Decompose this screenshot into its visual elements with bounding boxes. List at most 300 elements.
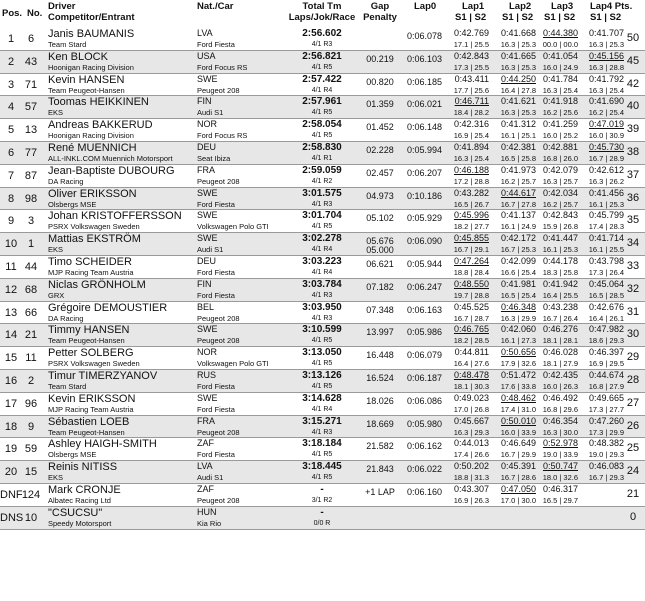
total-time: - — [320, 506, 324, 518]
car-number: 21 — [24, 329, 38, 342]
points: 40 — [626, 100, 640, 113]
nationality: FRA — [197, 415, 215, 426]
header-lap2: Lap2 — [509, 1, 532, 12]
lap3-time: 0:41.054 — [542, 50, 578, 61]
car-model: Peugeot 208 — [197, 313, 240, 323]
laps-joker-race: 4/1 R1 — [311, 154, 333, 162]
lap3-sectors: 18.0 | 32.6 — [542, 473, 578, 483]
header-no: No. — [27, 8, 43, 19]
total-time: 3:13.050 — [302, 347, 342, 359]
lap3-time: 0:43.238 — [542, 301, 578, 312]
lap3-sectors: 16.7 | 26.4 — [542, 313, 578, 323]
lap4-time: 0:46.397 — [588, 347, 624, 358]
car-model: Audi S1 — [197, 108, 224, 118]
lap1-time: 0:41.894 — [453, 141, 489, 152]
points: 37 — [626, 168, 640, 181]
total-time: 2:57.422 — [302, 73, 342, 85]
lap2-time: 0:48.462 — [500, 392, 536, 403]
lap3-time: 0:46.492 — [542, 392, 578, 403]
lap1-sectors: 16.3 | 29.3 — [453, 427, 489, 437]
lap1-sectors: 17.4 | 26.6 — [453, 450, 489, 460]
lap1-time: 0:45.996 — [453, 210, 489, 221]
lap4-time: 0:41.792 — [588, 73, 624, 84]
lap4-sectors: 16.3 | 26.2 — [588, 176, 624, 186]
position: 20 — [4, 466, 18, 479]
lap2-sectors: 16.7 | 25.3 — [500, 245, 536, 255]
lap0-time: 0:06.078 — [406, 31, 442, 41]
lap4-sectors: 16.7 | 29.3 — [588, 473, 624, 483]
lap3-time: 0:41.259 — [542, 119, 578, 130]
lap3-time: 0:41.784 — [542, 73, 578, 84]
team-name: GRX — [48, 290, 65, 300]
position: 19 — [4, 443, 18, 456]
table-row — [0, 484, 645, 507]
lap2-time: 0:45.391 — [500, 461, 536, 472]
position: 18 — [4, 420, 18, 433]
lap3-sectors: 16.5 | 29.7 — [542, 495, 578, 505]
lap4-time: 0:42.676 — [588, 301, 624, 312]
team-name: PSRX Volkswagen Sweden — [48, 222, 140, 232]
table-row — [0, 256, 645, 279]
lap0-time: 0:06.022 — [406, 464, 442, 475]
lap0-time: 0:06.090 — [406, 236, 442, 247]
car-model: Peugeot 208 — [197, 495, 240, 505]
points: 24 — [626, 465, 640, 478]
gap: 02.457 — [366, 167, 394, 178]
lap2-sectors: 16.4 | 27.8 — [500, 85, 536, 95]
position: 13 — [4, 306, 18, 319]
lap0-time: 0:06.079 — [406, 350, 442, 361]
lap4-time: 0:45.799 — [588, 210, 624, 221]
driver-name: Ashley HAIGH-SMITH — [48, 438, 157, 451]
lap3-time: 0:44.178 — [542, 255, 578, 266]
car-number: 44 — [24, 260, 38, 273]
penalty: 05.000 — [366, 245, 394, 256]
car-model: Volkswagen Polo GTI — [197, 359, 269, 369]
lap3-sectors: 18.1 | 27.9 — [542, 359, 578, 369]
lap1-time: 0:42.316 — [453, 119, 489, 130]
nationality: HUN — [197, 506, 217, 517]
total-time: 2:56.821 — [302, 50, 342, 62]
points: 26 — [626, 419, 640, 432]
car-number: 11 — [25, 352, 37, 365]
laps-joker-race: 4/1 R3 — [311, 428, 333, 436]
lap1-sectors: 16.9 | 26.3 — [453, 495, 489, 505]
lap4-sectors: 16.7 | 28.9 — [588, 153, 624, 163]
table-row — [0, 416, 645, 439]
lap4-time: 0:47.260 — [588, 415, 624, 426]
team-name: Team Stard — [48, 381, 87, 391]
car-number: 2 — [27, 374, 35, 387]
nationality: ZAF — [197, 483, 214, 494]
lap1-time: 0:46.188 — [453, 164, 489, 175]
lap0-time: 0:06.086 — [406, 395, 442, 406]
lap4-time: 0:49.665 — [588, 392, 624, 403]
lap3-time: 0:46.028 — [542, 347, 578, 358]
car-number: 10 — [24, 511, 38, 524]
car-number: 98 — [24, 192, 38, 205]
driver-name: Mattias EKSTRÖM — [48, 233, 141, 246]
lap2-time: 0:42.099 — [500, 255, 536, 266]
driver-name: Grégoire DEMOUSTIER — [48, 301, 168, 314]
car-model: Peugeot 208 — [197, 176, 240, 186]
position: 16 — [4, 374, 18, 387]
points: 29 — [626, 351, 640, 364]
team-name: Team Peugeot-Hansen — [48, 336, 125, 346]
table-row — [0, 370, 645, 393]
lap1-time: 0:43.282 — [453, 187, 489, 198]
car-number: 66 — [24, 306, 38, 319]
lap0-time: 0:06.187 — [406, 372, 442, 383]
lap1-sectors: 17.7 | 25.6 — [453, 85, 489, 95]
lap4-sectors: 16.1 | 25.3 — [588, 199, 624, 209]
lap4-time: 0:41.707 — [588, 28, 624, 38]
lap3-sectors: 16.3 | 25.7 — [542, 176, 578, 186]
table-row — [0, 302, 645, 325]
laps-joker-race: 4/1 R4 — [311, 405, 333, 413]
lap1-time: 0:47.264 — [453, 255, 489, 266]
points: 28 — [626, 373, 640, 386]
header-lap0: Lap0 — [414, 1, 437, 12]
laps-joker-race: 4/1 R3 — [311, 200, 333, 208]
lap1-sectors: 18.1 | 30.3 — [453, 381, 489, 391]
table-row — [0, 119, 645, 142]
points: 32 — [626, 282, 640, 295]
car-model: Ford Fiesta — [197, 267, 235, 277]
gap: 00.820 — [366, 76, 394, 87]
car-model: Peugeot 208 — [197, 427, 240, 437]
laps-joker-race: 4/1 R5 — [311, 337, 333, 345]
car-number: 6 — [27, 33, 35, 45]
car-number: 96 — [24, 397, 38, 410]
lap3-time: 0:50.747 — [542, 461, 578, 472]
points: 36 — [626, 191, 640, 204]
lap0-time: 0:06.162 — [406, 441, 442, 452]
lap4-sectors: 16.1 | 25.5 — [588, 245, 624, 255]
position: 4 — [7, 101, 15, 114]
points: 27 — [626, 396, 640, 409]
gap: 04.973 — [366, 190, 394, 201]
lap4-time: 0:44.674 — [588, 369, 624, 380]
total-time: 3:01.575 — [302, 187, 342, 199]
total-time: 2:57.961 — [302, 96, 342, 108]
lap2-time: 0:44.250 — [500, 73, 536, 84]
points: 50 — [626, 32, 640, 44]
gap: 06.621 — [366, 258, 394, 269]
nationality: FIN — [197, 278, 212, 289]
lap4-time: 0:48.382 — [588, 438, 624, 449]
team-name: Olsbergs MSE — [48, 450, 97, 460]
nationality: RUS — [197, 369, 217, 380]
header-gap: Gap — [370, 1, 390, 12]
car-number: 3 — [27, 215, 35, 228]
total-time: 3:13.126 — [302, 369, 342, 381]
lap2-sectors: 16.7 | 27.8 — [500, 199, 536, 209]
position: 11 — [5, 260, 17, 273]
lap1-time: 0:45.855 — [453, 233, 489, 244]
lap1-sectors: 18.4 | 28.2 — [453, 108, 489, 118]
lap4-time: 0:45.064 — [588, 278, 624, 289]
lap1-time: 0:43.411 — [454, 73, 489, 84]
lap1-time: 0:50.202 — [453, 461, 489, 472]
lap2-time: 0:42.060 — [500, 324, 536, 335]
lap1-sectors: 16.7 | 29.1 — [453, 245, 489, 255]
lap2-time: 0:41.621 — [500, 96, 536, 107]
team-name: EKS — [48, 473, 64, 483]
lap1-time: 0:48.550 — [453, 278, 489, 289]
position: 6 — [7, 146, 15, 159]
lap4-time: 0:46.083 — [588, 461, 624, 472]
driver-name: Johan KRISTOFFERSSON — [48, 210, 182, 223]
nationality: DEU — [197, 255, 217, 266]
points: 39 — [626, 123, 640, 136]
lap4-time: 0:41.456 — [588, 187, 624, 198]
table-row — [0, 96, 645, 119]
header-pos: Pos. — [2, 8, 23, 19]
team-name: Team Stard — [48, 40, 87, 49]
lap1-sectors: 16.5 | 26.7 — [453, 199, 489, 209]
header-competitor: Competitor/Entrant — [48, 12, 135, 23]
lap1-sectors: 18.8 | 31.3 — [453, 473, 489, 483]
driver-name: Sébastien LOEB — [48, 415, 130, 428]
laps-joker-race: 4/1 R5 — [311, 109, 333, 117]
table-row — [0, 507, 645, 530]
lap4-sectors: 16.3 | 25.3 — [588, 40, 624, 49]
total-time: 3:14.628 — [302, 392, 342, 404]
lap0-time: 0:05.944 — [406, 258, 442, 269]
lap2-sectors: 16.3 | 25.3 — [500, 108, 536, 118]
lap4-sectors: 17.3 | 26.4 — [588, 267, 624, 277]
lap3-time: 0:46.354 — [542, 415, 578, 426]
team-name: Team Peugeot-Hansen — [48, 427, 125, 437]
total-time: 2:59.059 — [302, 164, 342, 176]
lap2-time: 0:41.312 — [500, 119, 536, 130]
lap1-time: 0:43.307 — [453, 483, 489, 494]
lap2-time: 0:50.656 — [500, 347, 536, 358]
points: 0 — [629, 510, 637, 523]
gap: 21.843 — [366, 464, 394, 475]
lap4-sectors: 17.3 | 27.7 — [588, 404, 624, 414]
laps-joker-race: 4/1 R2 — [311, 177, 333, 185]
car-number: 43 — [24, 55, 38, 68]
driver-name: Niclas GRÖNHOLM — [48, 278, 146, 291]
laps-joker-race: 3/1 R2 — [311, 496, 333, 504]
points: 21 — [626, 487, 640, 500]
lap4-sectors: 17.3 | 29.9 — [588, 427, 624, 437]
car-number: 15 — [24, 466, 38, 479]
total-time: 2:58.830 — [302, 141, 342, 153]
lap2-sectors: 16.0 | 33.9 — [500, 427, 536, 437]
driver-name: René MUENNICH — [48, 141, 137, 154]
driver-name: Jean-Baptiste DUBOURG — [48, 164, 175, 177]
table-row — [0, 324, 645, 347]
total-time: 3:02.278 — [302, 233, 342, 245]
lap0-time: 0:06.160 — [406, 486, 442, 497]
driver-name: Timur TIMERZYANOV — [48, 369, 158, 382]
gap: 05.676 — [366, 236, 394, 247]
team-name: Hoonigan Racing Division — [48, 62, 134, 72]
table-row — [0, 461, 645, 484]
nationality: BEL — [197, 301, 215, 312]
nationality: SWE — [197, 73, 218, 84]
laps-joker-race: 4/1 R4 — [311, 246, 333, 254]
lap2-sectors: 16.7 | 29.9 — [500, 450, 536, 460]
lap3-sectors: 16.0 | 26.3 — [542, 381, 578, 391]
team-name: DA Racing — [48, 176, 84, 186]
driver-name: "CSUCSU" — [48, 506, 103, 519]
car-model: Ford Fiesta — [197, 381, 235, 391]
nationality: SWE — [197, 187, 218, 198]
driver-name: Andreas BAKKERUD — [48, 119, 153, 132]
lap3-sectors: 16.0 | 24.9 — [542, 62, 578, 72]
lap2-sectors: 16.3 | 29.9 — [500, 313, 536, 323]
lap2-time: 0:41.981 — [500, 278, 536, 289]
car-model: Seat Ibiza — [197, 153, 231, 163]
lap0-time: 0:05.986 — [406, 327, 442, 338]
position: 12 — [4, 283, 18, 296]
lap3-sectors: 16.2 | 25.6 — [542, 108, 578, 118]
team-name: Team Peugeot-Hansen — [48, 85, 125, 95]
nationality: ZAF — [197, 438, 214, 449]
driver-name: Janis BAUMANIS — [48, 28, 135, 40]
table-row — [0, 74, 645, 97]
lap1-sectors: 18.8 | 28.4 — [453, 267, 489, 277]
laps-joker-race: 4/1 R4 — [311, 268, 333, 276]
table-row — [0, 438, 645, 461]
nationality: LVA — [197, 28, 213, 38]
driver-name: Reinis NITISS — [48, 461, 118, 474]
lap4-time: 0:42.612 — [588, 164, 624, 175]
gap: 07.348 — [366, 304, 394, 315]
lap0-time: 0:06.185 — [406, 76, 442, 87]
driver-name: Toomas HEIKKINEN — [48, 96, 149, 109]
lap2-time: 0:46.649 — [500, 438, 536, 449]
car-number: 68 — [24, 283, 38, 296]
gap: 05.102 — [366, 213, 394, 224]
team-name: MJP Racing Team Austria — [48, 404, 134, 414]
lap4-sectors: 16.9 | 29.5 — [588, 359, 624, 369]
driver-name: Petter SOLBERG — [48, 347, 134, 360]
lap3-time: 0:41.447 — [542, 233, 578, 244]
lap1-sectors: 17.3 | 25.5 — [453, 62, 489, 72]
lap4-sectors: 18.6 | 29.3 — [588, 336, 624, 346]
car-number: 124 — [21, 488, 41, 501]
position: 8 — [7, 192, 15, 205]
lap2-time: 0:41.973 — [500, 164, 536, 175]
lap3-sectors: 18.1 | 28.1 — [542, 336, 578, 346]
lap2-time: 0:44.617 — [500, 187, 536, 198]
table-row — [0, 51, 645, 74]
header-lap4-pts: Lap4 Pts. — [590, 1, 633, 12]
lap4-time: 0:47.982 — [588, 324, 624, 335]
lap0-time: 0:05.980 — [406, 418, 442, 429]
nationality: SWE — [197, 324, 218, 335]
position: 17 — [4, 397, 18, 410]
lap0-time: 0:10.186 — [406, 190, 442, 201]
lap1-sectors: 18.2 | 28.5 — [453, 336, 489, 346]
laps-joker-race: 4/1 R5 — [311, 223, 333, 231]
total-time: 3:01.704 — [302, 210, 342, 222]
lap4-time: 0:41.714 — [588, 233, 624, 244]
car-model: Ford Fiesta — [197, 199, 235, 209]
car-number: 13 — [24, 124, 38, 137]
laps-joker-race: 4/1 R3 — [311, 41, 333, 48]
lap2-sectors: 16.2 | 25.7 — [500, 176, 536, 186]
lap3-time: 0:46.317 — [542, 483, 578, 494]
lap4-sectors: 16.4 | 26.1 — [588, 313, 624, 323]
total-time: 3:03.950 — [302, 301, 342, 313]
lap4-sectors: 16.8 | 27.9 — [588, 381, 624, 391]
gap: 07.182 — [366, 281, 394, 292]
lap2-sectors: 16.7 | 28.6 — [500, 473, 536, 483]
position: 7 — [7, 169, 15, 182]
lap1-sectors: 17.1 | 25.5 — [453, 40, 489, 49]
position: 3 — [7, 78, 15, 91]
total-time: 3:03.784 — [302, 278, 342, 290]
laps-joker-race: 4/1 R3 — [311, 314, 333, 322]
total-time: 3:10.599 — [302, 324, 342, 336]
lap3-sectors: 16.8 | 29.6 — [542, 404, 578, 414]
position: DNF — [0, 488, 23, 501]
car-model: Ford Focus RS — [197, 131, 248, 141]
team-name: Hoonigan Racing Division — [48, 131, 134, 141]
laps-joker-race: 4/1 R5 — [311, 63, 333, 71]
laps-joker-race: 4/1 R5 — [311, 474, 333, 482]
points: 35 — [626, 214, 640, 227]
lap0-time: 0:06.021 — [406, 99, 442, 110]
lap2-sectors: 16.1 | 27.3 — [500, 336, 536, 346]
lap3-sectors: 00.0 | 00.0 — [542, 40, 578, 49]
lap3-time: 0:46.276 — [542, 324, 578, 335]
nationality: LVA — [197, 461, 213, 472]
lap3-sectors: 16.2 | 25.7 — [542, 199, 578, 209]
table-row — [0, 210, 645, 233]
table-row — [0, 233, 645, 256]
lap4-sectors: 19.0 | 29.3 — [588, 450, 624, 460]
car-model: Ford Fiesta — [197, 290, 235, 300]
header-natcar: Nat./Car — [197, 1, 234, 12]
nationality: USA — [197, 50, 216, 61]
laps-joker-race: 4/1 R5 — [311, 451, 333, 459]
nationality: FIN — [197, 96, 212, 107]
lap2-sectors: 16.5 | 25.8 — [500, 153, 536, 163]
laps-joker-race: 4/1 R5 — [311, 360, 333, 368]
car-model: Ford Focus RS — [197, 62, 248, 72]
lap1-time: 0:45.525 — [453, 301, 489, 312]
table-row — [0, 28, 645, 51]
header-lap2-sectors: S1 | S2 — [502, 12, 534, 23]
lap3-time: 0:44.380 — [542, 28, 578, 38]
points: 25 — [626, 442, 640, 455]
lap1-sectors: 18.2 | 27.7 — [453, 222, 489, 232]
lap2-time: 0:50.010 — [500, 415, 536, 426]
points: 38 — [626, 145, 640, 158]
header-total: Total Tm — [302, 1, 342, 12]
nationality: SWE — [197, 233, 218, 244]
gap: 00.219 — [366, 53, 394, 64]
lap2-sectors: 16.3 | 25.3 — [500, 62, 536, 72]
nationality: SWE — [197, 392, 218, 403]
position: 2 — [7, 55, 15, 68]
car-model: Volkswagen Polo GTI — [197, 222, 269, 232]
lap1-time: 0:46.765 — [453, 324, 489, 335]
nationality: NOR — [197, 119, 217, 130]
lap3-time: 0:42.079 — [542, 164, 578, 175]
lap2-sectors: 16.5 | 25.4 — [500, 290, 536, 300]
gap: 16.524 — [366, 372, 394, 383]
lap2-sectors: 16.1 | 24.9 — [500, 222, 536, 232]
gap: 21.582 — [366, 441, 394, 452]
